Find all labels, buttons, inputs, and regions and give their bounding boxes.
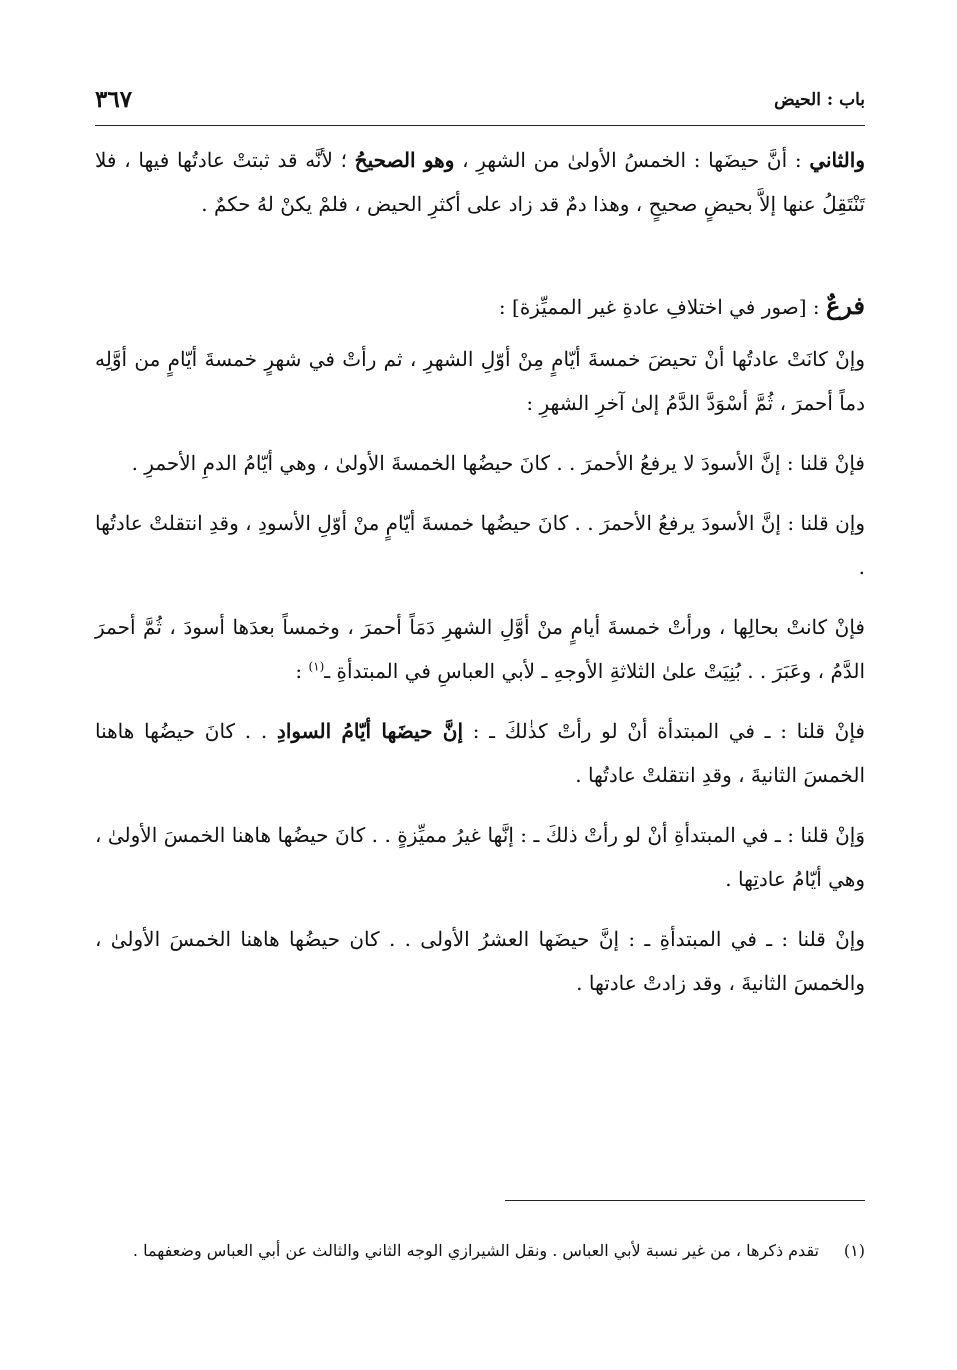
- paragraph-text: فإنْ قلنا : ـ في المبتدأة أنْ لو رأتْ كذٰلكَ ـ :: [463, 719, 865, 743]
- paragraph-text: :: [295, 659, 309, 683]
- paragraph-bold-phrase: وهو الصحيحُ: [354, 148, 455, 172]
- footnotes: [95, 1236, 865, 1266]
- paragraph-text: فإنْ كانتْ بحالِها ، ورأتْ خمسةَ أيامٍ منْ أوَّلِ الشهرِ دَمَاً أحمرَ ، وخمساً بعدَها أسودَ ، ثُمَّ أحمرَ الدَّمُ ، وعَبَرَ . . بُنِيَتْ علىٰ الثلاثةِ الأوجهِ ـ لأبي العباسِ في المبتدأةِ ـ: [95, 615, 865, 683]
- branch-heading: [95, 284, 865, 329]
- paragraph: وَإنْ قلنا : ـ في المبتدأةِ أنْ لو رأتْ ذلكَ ـ : إنَّها غيرُ مميِّزةٍ . . كانَ حيضُها هاهنا الخمسَ الأولىٰ ، وهي أيّامُ عادتِها .: [95, 823, 865, 891]
- paragraph-highlighted: [95, 709, 865, 797]
- paragraph-text: . . كانَ حيضُها هاهنا الخمسَ الثانيةَ ، وقدِ انتقلتْ عادتُها .: [95, 719, 865, 787]
- paragraph-text: ؛ لأنَّه قد ثبتتْ عادتُها فيها ، فلا تَنْتَقِلُ عنها إلاَّ بحيضٍ صحيحٍ ، وهذا دمٌ قد زاد على أكثرِ الحيض ، فلمْ يكنْ لهُ حكمٌ .: [95, 148, 865, 216]
- page-header: [95, 86, 865, 122]
- paragraph-lead: والثاني: [809, 148, 865, 172]
- paragraph-second-view: [95, 138, 865, 226]
- section-gap: [95, 226, 865, 284]
- paragraph: وإنْ قلنا : ـ في المبتدأةِ ـ : إنَّ حيضَها العشرُ الأولى . . كان حيضُها هاهنا الخمسَ الأولىٰ ، والخمسَ الثانيةَ ، وقد زادتْ عادتها .: [95, 927, 865, 995]
- footnote-item: [95, 1236, 865, 1266]
- branch-title: : [صور في اختلافِ عادةِ غير المميِّزة] :: [498, 295, 826, 319]
- footnote-reference[interactable]: (١): [308, 659, 325, 674]
- footnote-number: (١): [843, 1241, 865, 1260]
- paragraph-with-footnote: [95, 605, 865, 693]
- page-body: [95, 138, 865, 1021]
- page-number: ٣٦٧: [95, 86, 133, 113]
- footnote-divider: [505, 1200, 865, 1201]
- paragraph-bold-phrase: إنَّ حيضَها أيّامُ السوادِ: [276, 719, 464, 743]
- paragraph: وإن قلنا : إنَّ الأسودَ يرفعُ الأحمرَ . . كانَ حيضُها خمسةَ أيّامٍ منْ أوّلِ الأسودِ ، وقدِ انتقلتْ عادتُها .: [95, 511, 865, 579]
- paragraph-text: : أنَّ حيضَها : الخمسُ الأولىٰ من الشهرِ ،: [454, 148, 810, 172]
- section-name: باب : الحيض: [774, 90, 865, 110]
- paragraph: فإنْ قلنا : إنَّ الأسودَ لا يرفعُ الأحمرَ . . كانَ حيضُها الخمسةَ الأولىٰ ، وهي أيّامُ الدمِ الأحمرِ .: [131, 451, 865, 475]
- paragraph: وإنْ كانَتْ عادتُها أنْ تحيضَ خمسةَ أيّامٍ مِنْ أوّلِ الشهرِ ، ثم رأتْ في شهرٍ خمسةَ أيّامٍ من أوَّلِه دماً أحمرَ ، ثُمَّ أسْوَدَّ الدَّمُ إلىٰ آخرِ الشهرِ :: [95, 347, 865, 415]
- branch-label: فرعٌ: [825, 291, 865, 320]
- footnote-text: تقدم ذكرها ، من غير نسبة لأبي العباس . ونقل الشيرازي الوجه الثاني والثالث عن أبي العباس وضعفهما .: [132, 1241, 819, 1260]
- header-divider: [95, 125, 865, 126]
